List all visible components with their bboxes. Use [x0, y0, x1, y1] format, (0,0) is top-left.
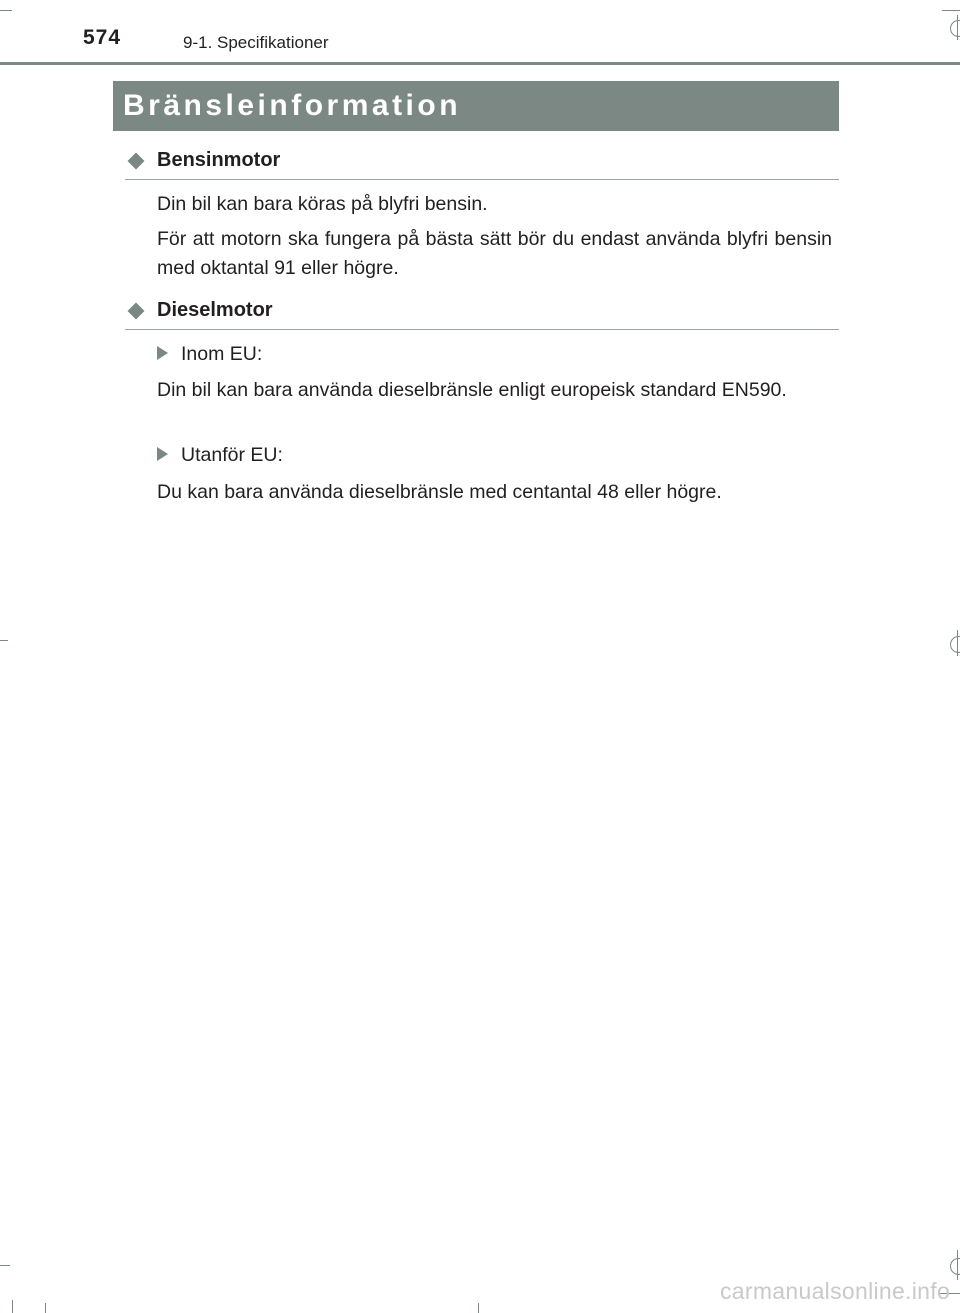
crop-mark [45, 1303, 46, 1313]
page-title: Bränsleinformation [113, 81, 839, 131]
triangle-icon [157, 346, 168, 360]
registration-mark-icon [950, 1258, 960, 1275]
crop-mark [478, 1303, 479, 1313]
sub-item-text: Utanför EU: [181, 444, 283, 466]
section-title: Bensinmotor [157, 149, 281, 171]
section-title: Dieselmotor [157, 299, 273, 321]
crop-mark [0, 1265, 10, 1266]
crop-mark [942, 10, 960, 11]
sub-item-label [157, 340, 262, 369]
paragraph: Du kan bara använda dieselbränsle med centantal 48 eller högre. [157, 481, 722, 503]
registration-mark-icon [950, 20, 960, 37]
section-heading-bensinmotor [125, 145, 839, 180]
paragraph: Din bil kan bara använda dieselbränsle enligt europeisk standard EN590. [157, 379, 787, 401]
paragraph: För att motorn ska fungera på bästa sätt bör du endast använda blyfri bensin med oktantal 91 eller högre. [157, 228, 832, 279]
diamond-icon [128, 153, 145, 170]
header-rule [0, 62, 960, 65]
watermark: carmanualsonline.info [720, 1278, 951, 1304]
crop-mark [957, 630, 958, 656]
crop-mark [0, 640, 8, 641]
triangle-icon [157, 447, 168, 461]
registration-mark-icon [950, 636, 960, 653]
diamond-icon [128, 303, 145, 320]
section-heading-dieselmotor [125, 295, 839, 330]
sub-item-label [157, 441, 283, 470]
crop-mark [957, 1250, 958, 1280]
page-number: 574 [83, 26, 122, 49]
chapter-title: 9-1. Specifikationer [183, 33, 329, 52]
paragraph: Din bil kan bara köras på blyfri bensin. [157, 193, 488, 215]
crop-mark [0, 10, 12, 11]
crop-mark [12, 1300, 13, 1313]
sub-item-text: Inom EU: [181, 343, 263, 365]
crop-mark [957, 15, 958, 40]
